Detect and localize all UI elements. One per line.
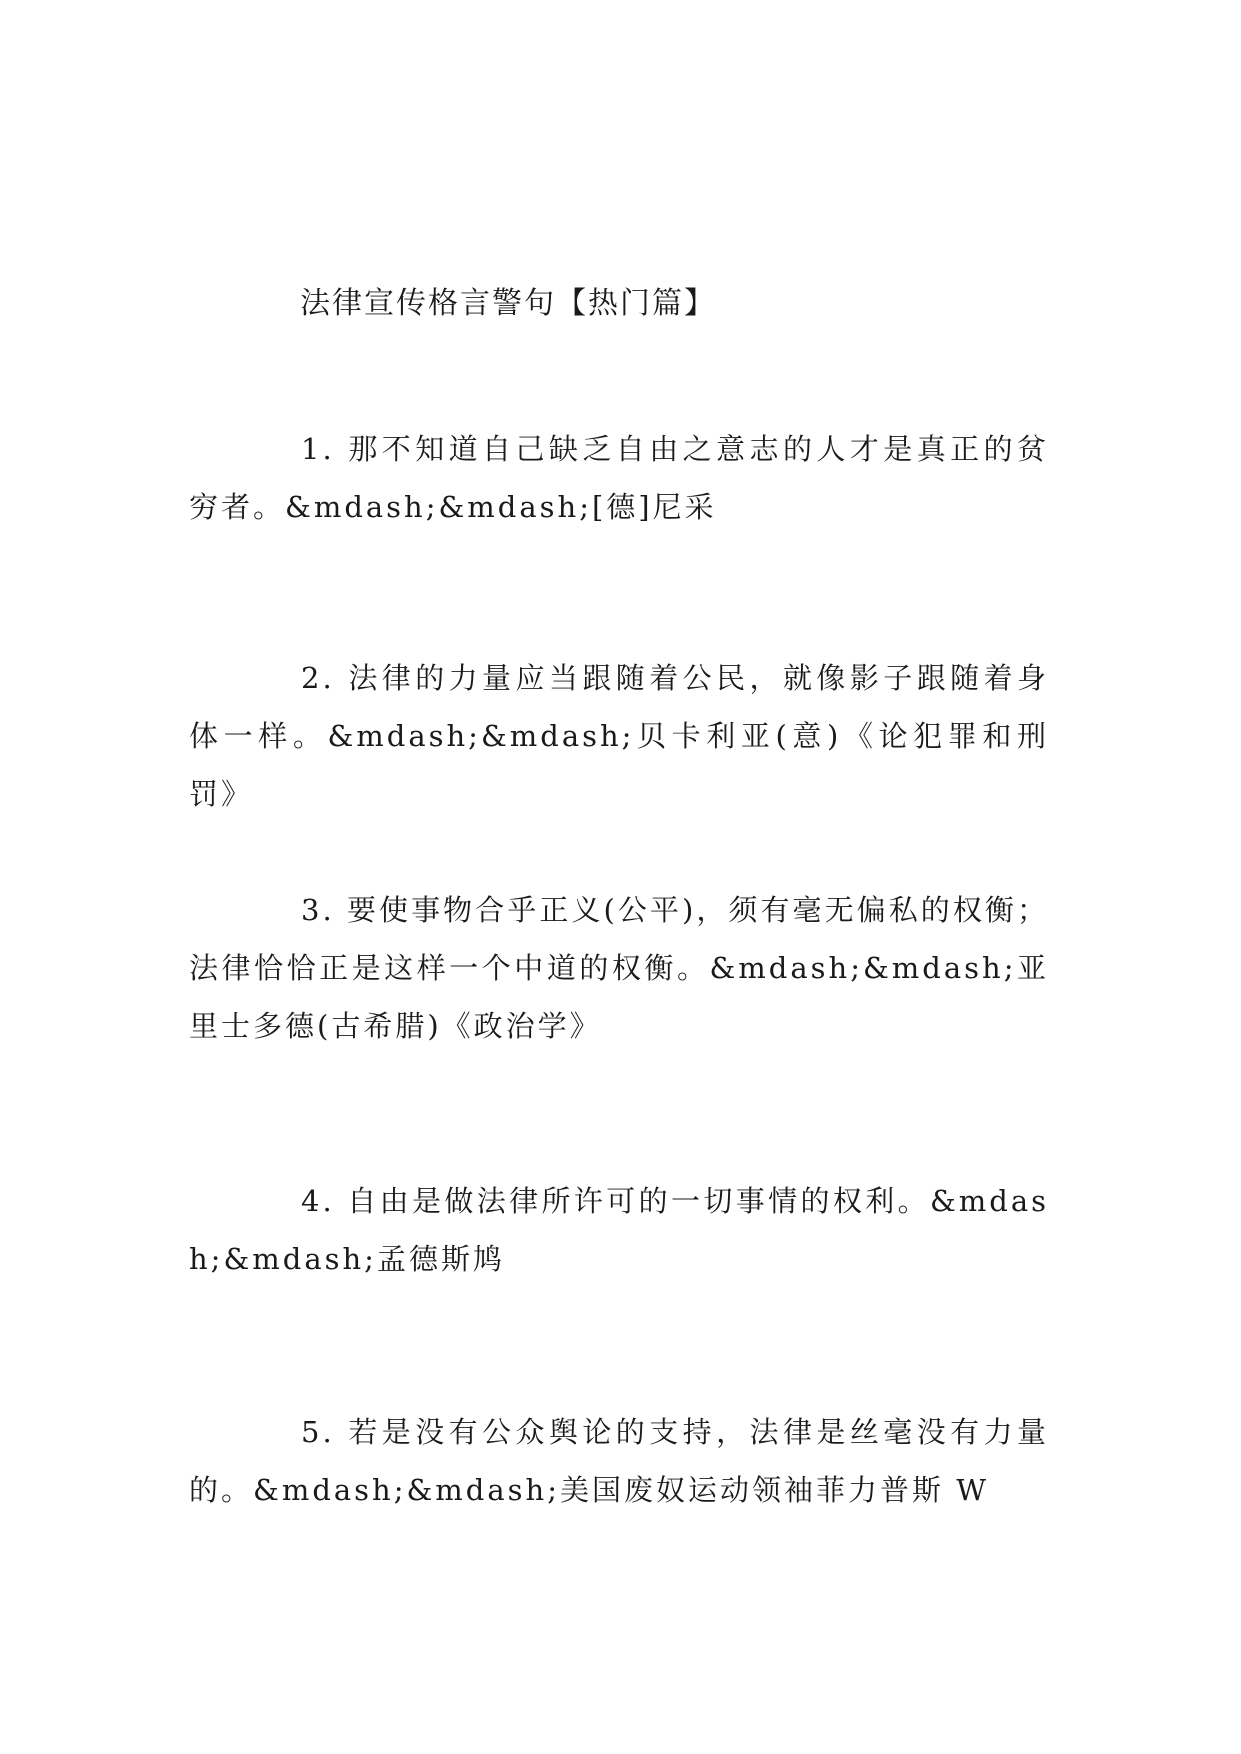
quote-paragraph-2: 2. 法律的力量应当跟随着公民，就像影子跟随着身体一样。&mdash;&mdash;贝卡利亚(意)《论犯罪和刑罚》 [189, 661, 1049, 811]
quote-paragraph-5: 5. 若是没有公众舆论的支持，法律是丝毫没有力量的。&mdash;&mdash;美国废奴运动领袖菲力普斯 W [189, 1415, 1049, 1507]
quote-paragraph-3: 3. 要使事物合乎正义(公平)，须有毫无偏私的权衡；法律恰恰正是这样一个中道的权衡。&mdash;&mdash;亚里士多德(古希腊)《政治学》 [189, 893, 1049, 1043]
quote-paragraph-4: 4. 自由是做法律所许可的一切事情的权利。&mdash;&mdash;孟德斯鸠 [189, 1184, 1049, 1276]
quote-paragraph-1: 1. 那不知道自己缺乏自由之意志的人才是真正的贫穷者。&mdash;&mdash;[德]尼采 [189, 432, 1049, 524]
document-title: 法律宣传格言警句【热门篇】 [300, 286, 716, 321]
